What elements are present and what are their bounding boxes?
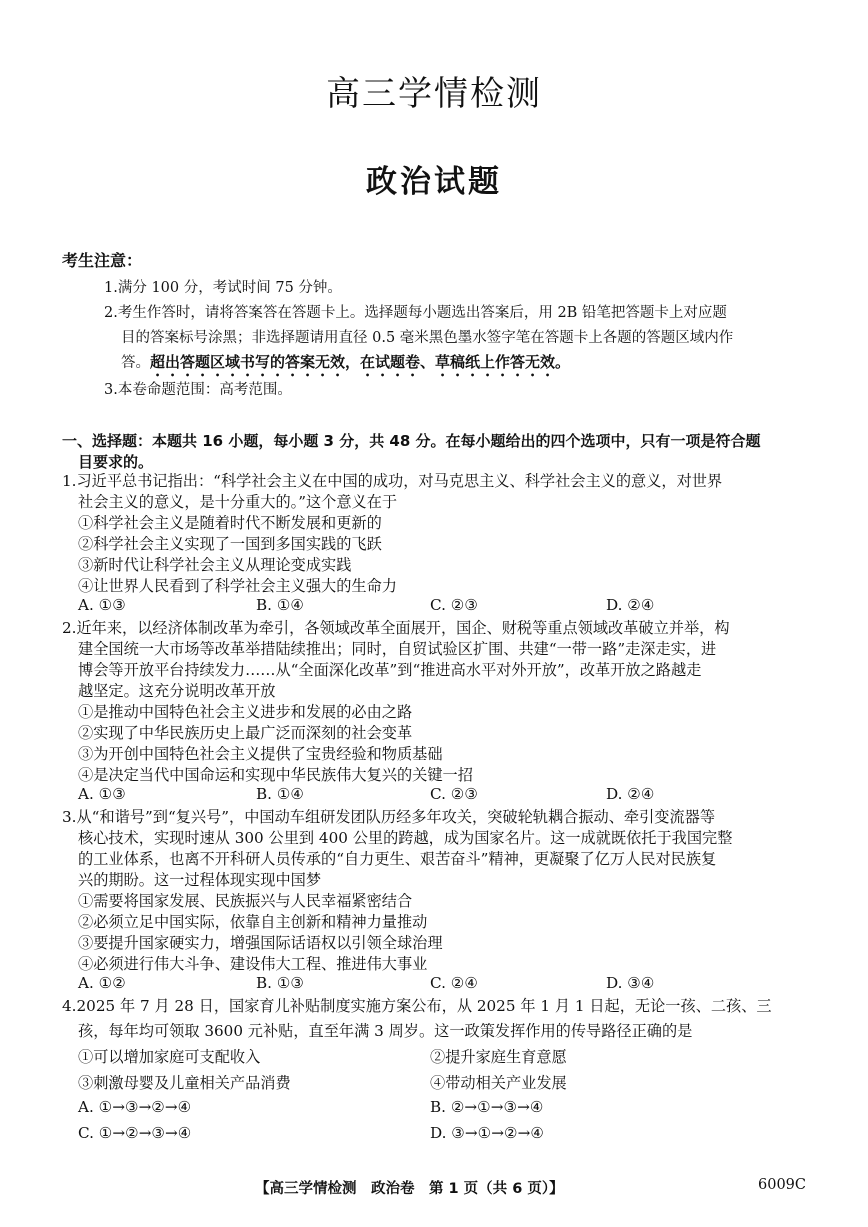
q3-option-c: C. ②④ [430,974,478,992]
notice-item-2-tail: 答。 [121,355,150,371]
q1-stem-line-1: 1.习近平总书记指出：“科学社会主义在中国的成功，对马克思主义、科学社会主义的意义，对世界 [62,472,723,490]
section-heading: 一、选择题：本题共 16 小题，每小题 3 分，共 48 分。在每小题给出的四个选项中，只有一项是符合题 [62,432,761,450]
notice-item-1: 1.满分 100 分，考试时间 75 分钟。 [104,280,342,296]
q2-item-4: ④是决定当代中国命运和实现中华民族伟大复兴的关键一招 [78,766,473,784]
q2-stem-line-1: 2.近年来，以经济体制改革为牵引，各领域改革全面展开，国企、财税等重点领域改革破立并举，构 [62,619,730,637]
q2-item-2: ②实现了中华民族历史上最广泛而深刻的社会变革 [78,724,413,742]
q2-item-1: ①是推动中国特色社会主义进步和发展的必由之路 [78,703,413,721]
q2-stem-line-2: 建全国统一大市场等改革举措陆续推出；同时，自贸试验区扩围、共建“一带一路”走深走实，进 [78,640,717,658]
notice-item-2-cont: 目的答案标号涂黑；非选择题请用直径 0.5 毫米黑色墨水签字笔在答题卡上各题的答题区域内作 [121,330,734,346]
q3-item-2: ②必须立足中国实际，依靠自主创新和精神力量推动 [78,913,428,931]
section-heading-cont: 目要求的。 [78,453,154,471]
notice-item-3: 3.本卷命题范围：高考范围。 [104,382,292,398]
q4-option-c: C. ①→②→③→④ [78,1124,192,1142]
q4-item-4: ④带动相关产业发展 [430,1074,567,1092]
notice-item-2: 2.考生作答时，请将答案答在答题卡上。选择题每小题选出答案后，用 2B 铅笔把答题卡上对应题 [104,305,727,321]
q1-item-3: ③新时代让科学社会主义从理论变成实践 [78,556,352,574]
q2-stem-line-3: 博会等开放平台持续发力……从“全面深化改革”到“推进高水平对外开放”，改革开放之路越走 [78,661,702,679]
q3-item-3: ③要提升国家硬实力，增强国际话语权以引领全球治理 [78,934,443,952]
q2-option-c: C. ②③ [430,785,478,803]
q4-option-b: B. ②→①→③→④ [430,1098,544,1116]
q4-stem-line-1: 4.2025 年 7 月 28 日，国家育儿补贴制度实施方案公布，从 2025 年 1 月 1 日起，无论一孩、二孩、三 [62,997,772,1015]
subject-title: 政治试题 [366,164,502,200]
page-footer: 【高三学情检测 政治卷 第 1 页（共 6 页）】 [255,1181,564,1197]
notice-warning: 超出答题区域书写的答案无效，在试题卷、草稿纸上作答无效。 [150,353,571,371]
paper-code: 6009C [758,1177,806,1193]
q1-option-a: A. ①③ [78,596,126,614]
q3-stem-line-1: 3.从“和谐号”到“复兴号”，中国动车组研发团队历经多年攻关，突破轮轨耦合振动、牵引变流器等 [62,808,716,826]
q4-item-2: ②提升家庭生育意愿 [430,1048,567,1066]
notice-heading: 考生注意： [62,251,143,270]
q1-option-d: D. ②④ [606,596,655,614]
exam-title: 高三学情检测 [326,74,542,114]
q3-option-d: D. ③④ [606,974,655,992]
q2-option-b: B. ①④ [256,785,305,803]
q2-stem-line-4: 越坚定。这充分说明改革开放 [78,682,276,700]
q3-option-a: A. ①② [78,974,126,992]
q2-item-3: ③为开创中国特色社会主义提供了宝贵经验和物质基础 [78,745,443,763]
q4-stem-line-2: 孩，每年均可领取 3600 元补贴，直至年满 3 周岁。这一政策发挥作用的传导路径正确的是 [78,1022,693,1040]
q3-stem-line-4: 兴的期盼。这一过程体现实现中国梦 [78,871,321,889]
q1-item-4: ④让世界人民看到了科学社会主义强大的生命力 [78,577,397,595]
q3-stem-line-2: 核心技术，实现时速从 300 公里到 400 公里的跨越，成为国家名片。这一成就既依托于我国完整 [78,829,733,847]
q4-option-a: A. ①→③→②→④ [78,1098,192,1116]
notice-item-2-end [121,351,570,380]
q1-item-2: ②科学社会主义实现了一国到多国实践的飞跃 [78,535,382,553]
q3-item-1: ①需要将国家发展、民族振兴与人民幸福紧密结合 [78,892,413,910]
q3-item-4: ④必须进行伟大斗争、建设伟大工程、推进伟大事业 [78,955,428,973]
q1-option-c: C. ②③ [430,596,478,614]
q1-option-b: B. ①④ [256,596,305,614]
q3-stem-line-3: 的工业体系，也离不开科研人员传承的“自力更生、艰苦奋斗”精神，更凝聚了亿万人民对民族复 [78,850,717,868]
q4-item-1: ①可以增加家庭可支配收入 [78,1048,261,1066]
q3-option-b: B. ①③ [256,974,305,992]
q2-option-d: D. ②④ [606,785,655,803]
q1-item-1: ①科学社会主义是随着时代不断发展和更新的 [78,514,382,532]
q4-option-d: D. ③→①→②→④ [430,1124,544,1142]
q4-item-3: ③刺激母婴及儿童相关产品消费 [78,1074,291,1092]
q1-stem-line-2: 社会主义的意义，是十分重大的。”这个意义在于 [78,493,398,511]
q2-option-a: A. ①③ [78,785,126,803]
